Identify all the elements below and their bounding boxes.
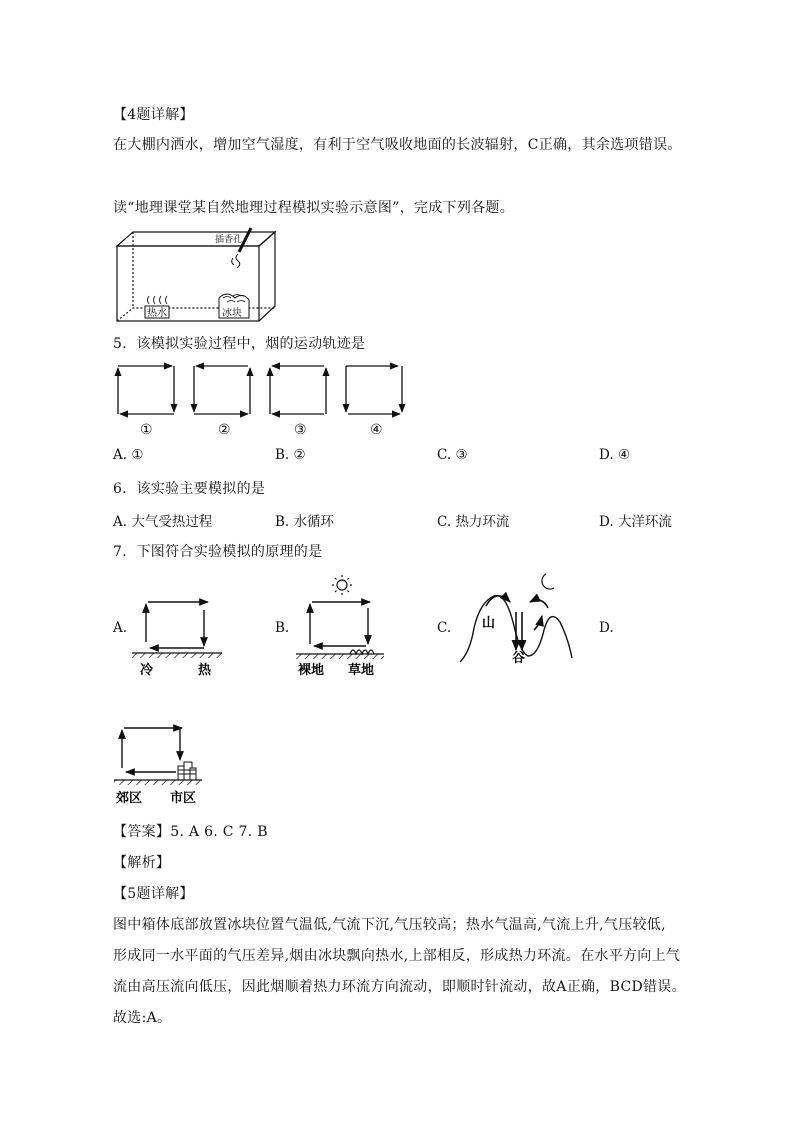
q5-trajectory-diagrams <box>110 362 420 437</box>
option-letter: C. <box>437 514 452 530</box>
trajectory-diagram-4 <box>346 366 402 414</box>
q6-stem: 6．该实验主要模拟的是 <box>113 481 266 497</box>
option-text: ① <box>131 447 144 463</box>
option-text: 水循环 <box>293 514 335 530</box>
q7-stem: 7．下图符合实验模拟的原理的是 <box>113 544 323 560</box>
q5-detail-line-2: 形成同一水平面的气压差异,烟由冰块飘向热水,上部相反，形成热力环流。在水平方向上气 <box>113 948 681 964</box>
q7-figure-b <box>296 574 386 678</box>
analysis-heading: 【解析】 <box>113 855 171 871</box>
hot-water-container <box>145 296 169 319</box>
intro-text: 读“地理课堂某自然地理过程模拟实验示意图”，完成下列各题。 <box>113 200 515 216</box>
option-text: ② <box>293 447 306 463</box>
city-buildings-icon <box>178 762 196 780</box>
trajectory-diagram-3 <box>270 366 326 414</box>
ice-container <box>219 294 249 319</box>
q6-option-c[interactable] <box>437 510 509 530</box>
q7-option-d[interactable]: D. <box>599 620 614 636</box>
diagram-label-4: ④ <box>370 422 383 438</box>
q7-option-a[interactable]: A. <box>113 620 128 636</box>
ground-hatch <box>114 780 202 785</box>
moon-icon <box>542 574 554 589</box>
q5-option-b[interactable] <box>275 447 306 463</box>
option-letter: D. <box>599 447 614 463</box>
q6-option-d[interactable] <box>599 510 672 530</box>
option-letter: A. <box>113 514 128 530</box>
fig-c-valley-label: 谷 <box>512 651 526 666</box>
hot-water-label: 热水 <box>147 308 167 319</box>
tank-box <box>117 232 275 321</box>
sun-icon <box>332 575 352 595</box>
q5-stem: 5．该模拟实验过程中，烟的运动轨迹是 <box>113 336 366 352</box>
fig-a-right-label: 热 <box>198 663 212 678</box>
q6-option-b[interactable] <box>275 510 334 530</box>
fig-c-mountain-label: 山 <box>482 616 496 631</box>
q7-option-b[interactable]: B. <box>275 620 290 636</box>
incense-label: 插香孔 <box>215 235 243 245</box>
option-letter: D. <box>599 514 614 530</box>
ground-hatch <box>296 654 384 659</box>
q5-option-a[interactable] <box>113 447 143 463</box>
q4-body: 在大棚内洒水，增加空气湿度，有利于空气吸收地面的长波辐射，C正确，其余选项错误。 <box>113 137 682 153</box>
option-text: ④ <box>617 447 631 463</box>
option-text: 大洋环流 <box>617 514 672 530</box>
q7-option-c[interactable]: C. <box>437 620 452 636</box>
diagram-label-2: ② <box>218 422 231 438</box>
option-letter: C. <box>437 447 452 463</box>
q5-option-c[interactable] <box>437 447 468 463</box>
q5-detail-line-1: 图中箱体底部放置冰块位置气温低,气流下沉,气压较高；热水气温高,气流上升,气压较低, <box>113 917 666 933</box>
trajectory-diagram-2 <box>194 366 250 414</box>
fig-d-left-label: 郊区 <box>116 791 143 806</box>
q5-detail-line-3: 流由高压流向低压，因此烟顺着热力环流方向流动，即顺时针流动，故A正确，BCD错误。 <box>113 979 686 995</box>
q5-option-d[interactable] <box>599 447 630 463</box>
q7-figure-d <box>114 722 206 806</box>
trajectory-diagram-1 <box>118 366 174 414</box>
q6-option-a[interactable] <box>113 510 212 530</box>
fig-b-left-label: 裸地 <box>298 663 325 678</box>
ice-label: 冰块 <box>222 308 242 319</box>
option-letter: A. <box>113 447 128 463</box>
q7-figure-a <box>132 598 222 678</box>
fig-a-left-label: 冷 <box>140 663 154 678</box>
q7-figure-c <box>458 570 573 666</box>
q5-detail-line-4: 故选:A。 <box>113 1010 172 1026</box>
q5-detail-heading: 【5题详解】 <box>113 886 194 902</box>
diagram-label-3: ③ <box>294 422 307 438</box>
q4-heading: 【4题详解】 <box>113 107 194 123</box>
option-text: ③ <box>455 447 468 463</box>
option-text: 热力环流 <box>455 514 510 530</box>
ground-hatch <box>132 653 222 658</box>
option-letter: B. <box>275 447 290 463</box>
option-letter: B. <box>275 514 290 530</box>
fig-b-right-label: 草地 <box>348 663 375 678</box>
answer-line: 【答案】5. A 6. C 7. B <box>113 824 268 840</box>
diagram-label-1: ① <box>140 422 153 438</box>
tank-diagram <box>113 226 283 326</box>
fig-d-right-label: 市区 <box>170 791 197 806</box>
smoke-icon <box>232 254 240 268</box>
option-text: 大气受热过程 <box>131 514 213 530</box>
